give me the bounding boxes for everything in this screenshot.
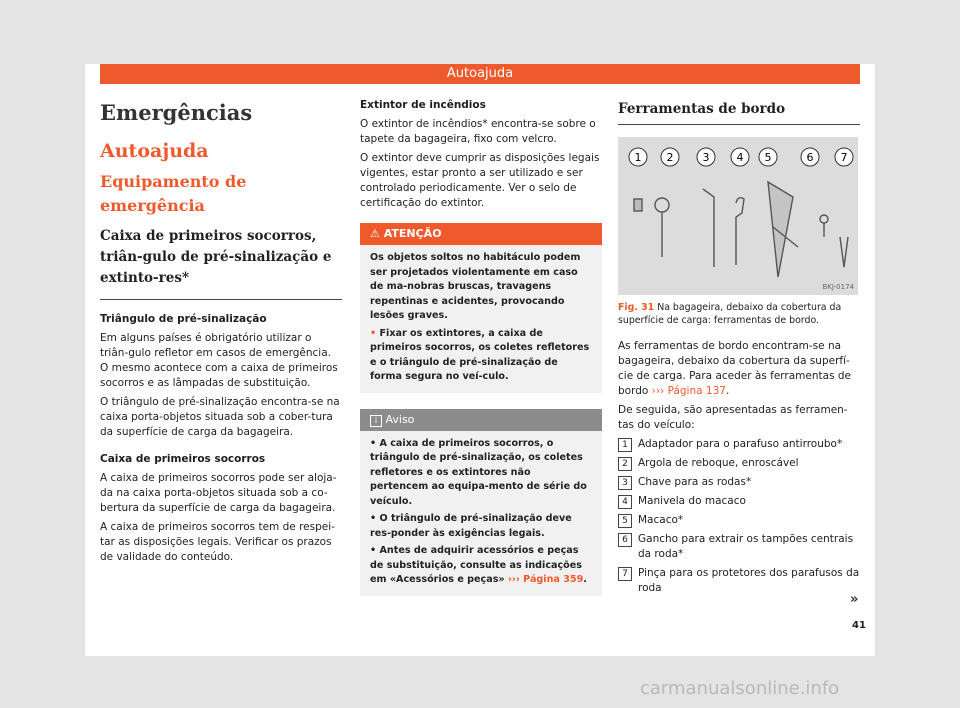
list-item: [618, 475, 860, 490]
warning-bullet: • Fixar os extintores, a caixa de primeiros socorros, os coletes refletores e o triângulo de pré-sinalização de forma segura no veí-culo.: [370, 327, 590, 382]
note-bullet-2-text: O triângulo de pré-sinalização deve res-ponder às exigências legais.: [370, 513, 572, 539]
note-box: [360, 409, 602, 596]
extinguisher-paragraph-1: O extintor de incêndios* encontra-se sobre o tapete da bagageira, fixo com velcro.: [360, 118, 596, 145]
list-item-text: Gancho para extrair os tampões centrais da roda*: [638, 533, 854, 560]
extinguisher-heading: Extintor de incêndios: [360, 99, 486, 111]
extinguisher-paragraph-2: O extintor deve cumprir as disposições legais vigentes, estar pronto a ser utilizado e ser controlado periodicamente. Ver o selo de certificação do extintor.: [360, 152, 600, 209]
section-title: Autoajuda: [100, 140, 209, 162]
figure-label-6: 6: [806, 151, 814, 164]
list-item-text: Argola de reboque, enroscável: [638, 457, 799, 469]
list-number: 7: [618, 567, 632, 581]
figure-label-1: 1: [634, 151, 642, 164]
page-number: 41: [852, 620, 866, 631]
figure-label-2: 2: [666, 151, 674, 164]
figure-label-7: 7: [840, 151, 848, 164]
note-title: Aviso: [385, 412, 415, 426]
figure-caption: [618, 301, 860, 327]
figure-label-3: 3: [702, 151, 710, 164]
tools-figure: [618, 137, 858, 295]
note-bullet-1: • A caixa de primeiros socorros, o triângulo de pré-sinalização, os coletes refletores e os extintores não pertencem ao equipa-mento de série do veículo.: [370, 437, 587, 507]
list-item: [618, 513, 860, 528]
note-header: [360, 409, 602, 431]
tools-illustration: [618, 137, 858, 295]
watermark: carmanualsonline.info: [640, 678, 840, 699]
warning-title: ATENÇÃO: [383, 227, 442, 240]
note-bullet-3: • Antes de adquirir acessórios e peças de substituição, consulte as indicações em «Acessórios e peças» ››› Página 359.: [370, 545, 587, 585]
tools-title: Ferramentas de bordo: [618, 98, 860, 125]
list-item: [618, 437, 860, 452]
note-bullet-1-text: A caixa de primeiros socorros, o triângulo de pré-sinalização, os coletes refletores e os extintores não pertencem ao equipa-mento de série do veículo.: [370, 437, 587, 507]
page-137-link[interactable]: ››› Página 137: [651, 385, 726, 397]
list-item: [618, 494, 860, 509]
tools-paragraph-2: De seguida, são apresentadas as ferramen-tas do veículo:: [618, 404, 848, 431]
list-number: 1: [618, 438, 632, 452]
warning-body: [360, 245, 602, 393]
list-item: [618, 456, 860, 471]
warning-triangle-icon: ⚠: [370, 227, 380, 240]
note-bullet-3-text: Antes de adquirir acessórios e peças de substituição, consulte as indicações em «Acessórios e peças»: [370, 545, 582, 585]
list-item-text: Macaco*: [638, 514, 684, 526]
firstaid-paragraph-1: A caixa de primeiros socorros pode ser aloja-da na caixa porta-objetos situada sob a co-bertura da superfície de carga da bagageira.: [100, 472, 337, 514]
list-item: [618, 532, 860, 562]
warning-header: [360, 223, 602, 245]
info-icon: i: [370, 415, 382, 427]
list-item-text: Chave para as rodas*: [638, 476, 752, 488]
subsection-title: Equipamento de emergência: [100, 172, 247, 215]
topic-title: Caixa de primeiros socorros, triân-gulo de pré-sinalização e extinto-res*: [100, 226, 342, 300]
figure-code: BKJ-0174: [822, 283, 854, 291]
list-item-text: Manivela do macaco: [638, 495, 746, 507]
list-number: 6: [618, 533, 632, 547]
warning-paragraph: Os objetos soltos no habitáculo podem ser projetados violentamente em caso de ma-nobras bruscas, travagens repentinas e acidentes, provocando lesões graves.: [370, 252, 581, 321]
warning-box: [360, 223, 602, 393]
note-body: [360, 431, 602, 596]
chapter-title: Emergências: [100, 100, 253, 125]
figure-number: Fig. 31: [618, 302, 655, 313]
right-column: [618, 98, 860, 600]
warning-bullet-text: Fixar os extintores, a caixa de primeiros socorros, os coletes refletores e o triângulo de pré-sinalização de forma segura no veí-culo.: [370, 327, 590, 382]
list-item-text: Pinça para os protetores dos parafusos da roda: [638, 567, 860, 594]
triangle-heading: Triângulo de pré-sinalização: [100, 313, 267, 325]
tools-paragraph-1-text: As ferramentas de bordo encontram-se na bagageira, debaixo da cobertura da superfí-cie de carga. Para aceder às ferramentas de bordo: [618, 340, 852, 397]
tools-list: [618, 437, 860, 596]
note-bullet-3-end: .: [583, 574, 587, 585]
list-number: 5: [618, 514, 632, 528]
page-359-link[interactable]: ››› Página 359: [507, 574, 584, 585]
figure-caption-text: Na bagageira, debaixo da cobertura da superfície de carga: ferramentas de bordo.: [618, 302, 842, 326]
note-bullet-2: • O triângulo de pré-sinalização deve res-ponder às exigências legais.: [370, 513, 572, 539]
list-number: 4: [618, 495, 632, 509]
continue-marker: »: [850, 592, 859, 607]
list-item: [618, 566, 860, 596]
list-item-text: Adaptador para o parafuso antirroubo*: [638, 438, 843, 450]
tools-paragraph-1: [618, 339, 860, 399]
list-number: 2: [618, 457, 632, 471]
firstaid-heading: Caixa de primeiros socorros: [100, 453, 266, 465]
middle-column: [360, 98, 602, 596]
header-bar: Autoajuda: [100, 64, 860, 84]
list-number: 3: [618, 476, 632, 490]
firstaid-paragraph-2: A caixa de primeiros socorros tem de respei-tar as disposições legais. Verificar os prazos de validade do conteúdo.: [100, 521, 335, 563]
left-column: [100, 98, 342, 565]
tools-paragraph-1-end: .: [725, 385, 730, 397]
figure-label-4: 4: [736, 151, 744, 164]
figure-label-5: 5: [764, 151, 772, 164]
triangle-paragraph-2: O triângulo de pré-sinalização encontra-se na caixa porta-objetos situada sob a cober-tura da superfície de carga da bagageira.: [100, 396, 340, 438]
triangle-paragraph-1: Em alguns países é obrigatório utilizar o triân-gulo refletor em casos de emergência. O mesmo acontece com a caixa de primeiros socorros e as lâmpadas de substituição.: [100, 332, 338, 389]
